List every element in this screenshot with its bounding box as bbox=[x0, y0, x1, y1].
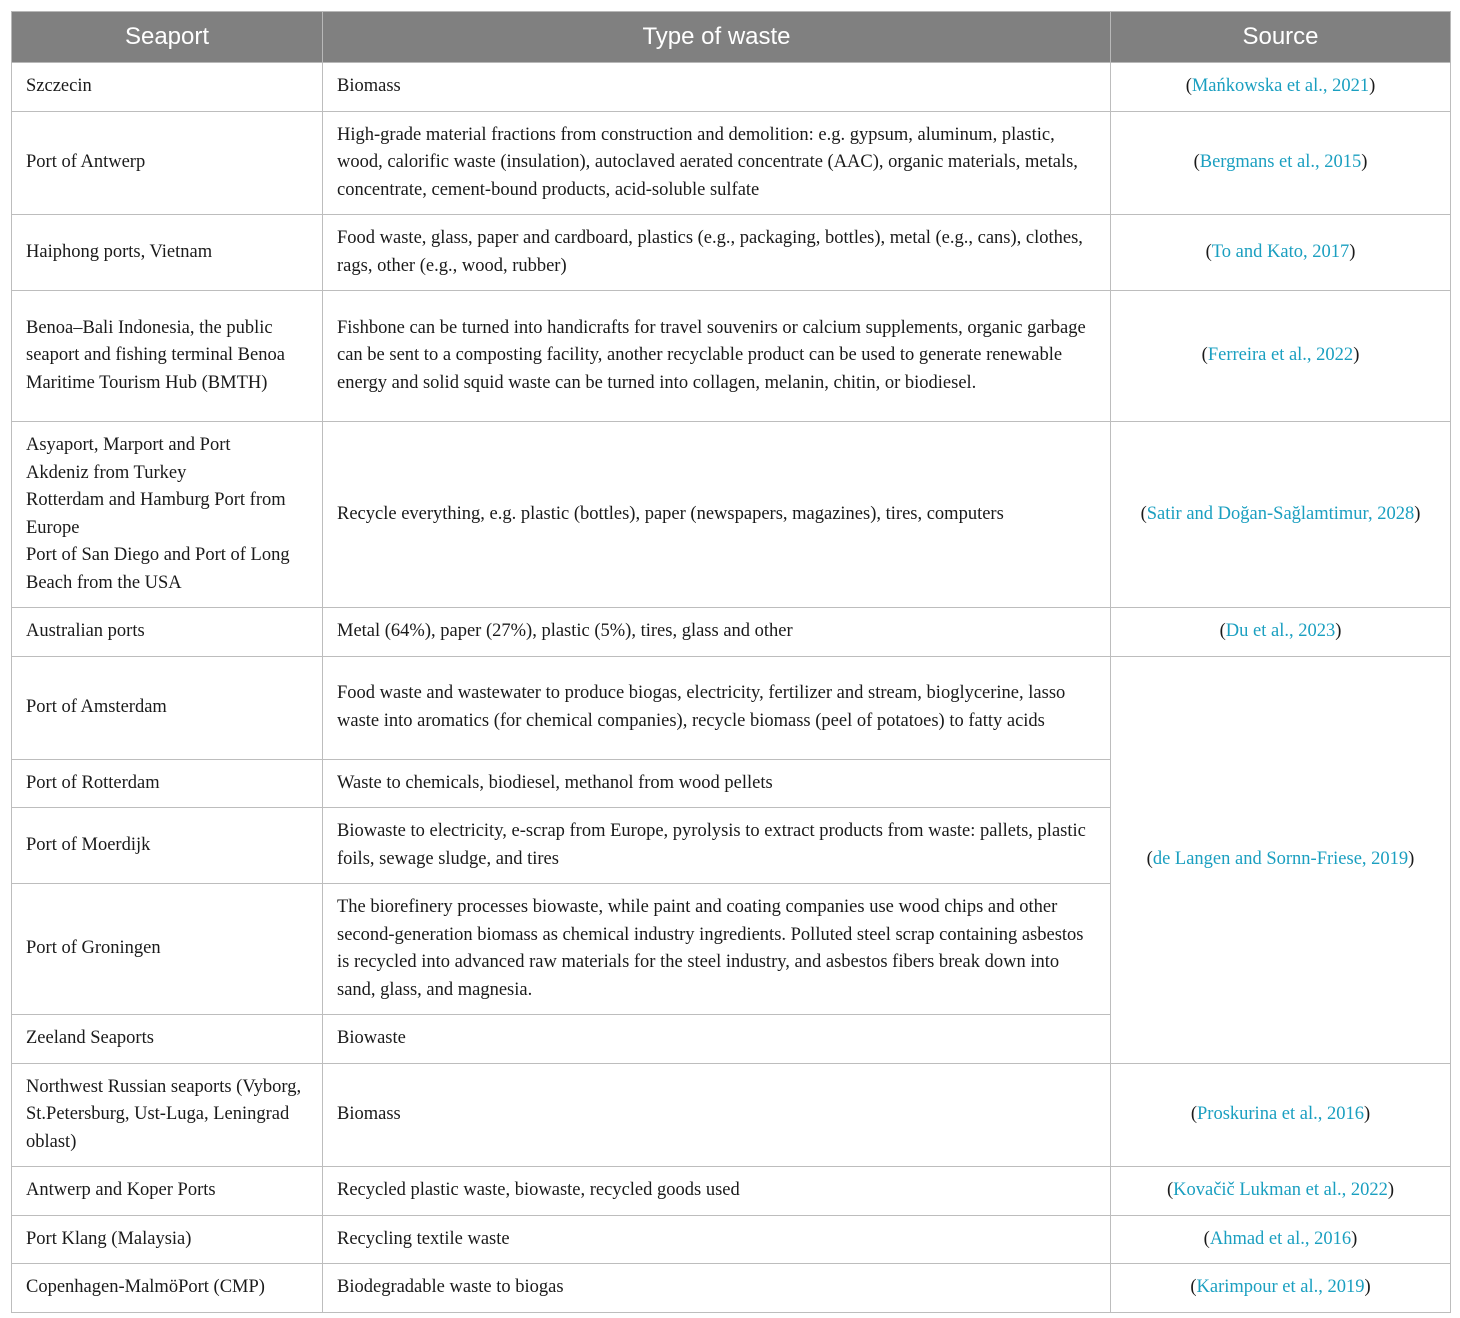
waste-type-cell: Biomass bbox=[323, 1063, 1111, 1167]
table-row bbox=[12, 291, 1451, 422]
waste-type-cell: Biowaste bbox=[323, 1015, 1111, 1064]
seaport-cell: Asyaport, Marport and Port Akdeniz from Turkey Rotterdam and Hamburg Port from Europe Port of San Diego and Port of Long Beach from the USA bbox=[12, 422, 323, 608]
seaport-cell: Zeeland Seaports bbox=[12, 1015, 323, 1064]
table-row bbox=[12, 422, 1451, 608]
table-row bbox=[12, 656, 1451, 759]
waste-type-cell: Biowaste to electricity, e-scrap from Europe, pyrolysis to extract products from waste: pallets, plastic foils, sewage sludge, and tires bbox=[323, 808, 1111, 884]
seaport-cell: Port of Rotterdam bbox=[12, 759, 323, 808]
seaport-cell: Port Klang (Malaysia) bbox=[12, 1215, 323, 1264]
waste-type-cell: Recycling textile waste bbox=[323, 1215, 1111, 1264]
seaport-cell: Port of Antwerp bbox=[12, 111, 323, 215]
source-link[interactable]: Satir and Doğan-Sağlamtimur, 2028 bbox=[1146, 503, 1415, 524]
header-row bbox=[12, 12, 1451, 63]
table-header bbox=[12, 12, 1451, 63]
source-cell: (Proskurina et al., 2016) bbox=[1111, 1063, 1451, 1167]
waste-type-cell: Biomass bbox=[323, 63, 1111, 112]
table-row bbox=[12, 1215, 1451, 1264]
source-link[interactable]: Kovačič Lukman et al., 2022 bbox=[1173, 1180, 1388, 1200]
source-cell: (Satir and Doğan-Sağlamtimur, 2028) bbox=[1111, 422, 1451, 608]
seaport-cell: Copenhagen-MalmöPort (CMP) bbox=[12, 1264, 323, 1313]
table-row bbox=[12, 111, 1451, 215]
source-link[interactable]: de Langen and Sornn-Friese, 2019 bbox=[1152, 848, 1409, 869]
waste-type-cell: Recycle everything, e.g. plastic (bottles), paper (newspapers, magazines), tires, computers bbox=[323, 422, 1111, 608]
source-link[interactable]: Karimpour et al., 2019 bbox=[1196, 1277, 1365, 1297]
waste-type-cell: The biorefinery processes biowaste, while paint and coating companies use wood chips and other second-generation biomass as chemical industry ingredients. Polluted steel scrap containing asbestos is recycled into advanced raw materials for the steel industry, and asbestos fibers break down into sand, glass, and magnesia. bbox=[323, 884, 1111, 1015]
header-type-of-waste: Type of waste bbox=[323, 12, 1111, 63]
source-cell: (Kovačič Lukman et al., 2022) bbox=[1111, 1167, 1451, 1216]
table-row bbox=[12, 608, 1451, 657]
source-cell: (Bergmans et al., 2015) bbox=[1111, 111, 1451, 215]
waste-type-cell: Metal (64%), paper (27%), plastic (5%), tires, glass and other bbox=[323, 608, 1111, 657]
source-cell: (Du et al., 2023) bbox=[1111, 608, 1451, 657]
source-link[interactable]: Ferreira et al., 2022 bbox=[1207, 345, 1354, 366]
source-cell: (Mańkowska et al., 2021) bbox=[1111, 63, 1451, 112]
waste-type-cell: Waste to chemicals, biodiesel, methanol from wood pellets bbox=[323, 759, 1111, 808]
waste-type-cell: Fishbone can be turned into handicrafts for travel souvenirs or calcium supplements, organic garbage can be sent to a composting facility, another recyclable product can be used to generate renewable energy and solid squid waste can be turned into collagen, melanin, chitin, or biodiesel. bbox=[323, 291, 1111, 422]
waste-type-cell: Biodegradable waste to biogas bbox=[323, 1264, 1111, 1313]
source-cell: (Karimpour et al., 2019) bbox=[1111, 1264, 1451, 1313]
source-cell: (Ferreira et al., 2022) bbox=[1111, 291, 1451, 422]
seaport-cell: Australian ports bbox=[12, 608, 323, 657]
seaport-cell: Benoa–Bali Indonesia, the public seaport and fishing terminal Benoa Maritime Tourism Hub (BMTH) bbox=[12, 291, 323, 422]
source-cell: (de Langen and Sornn-Friese, 2019) bbox=[1111, 656, 1451, 1063]
source-cell: (Ahmad et al., 2016) bbox=[1111, 1215, 1451, 1264]
seaport-cell: Haiphong ports, Vietnam bbox=[12, 215, 323, 291]
source-link[interactable]: Du et al., 2023 bbox=[1225, 621, 1336, 641]
source-link[interactable]: Bergmans et al., 2015 bbox=[1199, 152, 1362, 172]
source-link[interactable]: Mańkowska et al., 2021 bbox=[1191, 76, 1370, 96]
table-row bbox=[12, 1167, 1451, 1216]
source-link[interactable]: Ahmad et al., 2016 bbox=[1209, 1228, 1352, 1249]
waste-table bbox=[11, 11, 1451, 1313]
table-row bbox=[12, 63, 1451, 112]
table-body bbox=[12, 63, 1451, 1313]
header-seaport: Seaport bbox=[12, 12, 323, 63]
source-cell: (To and Kato, 2017) bbox=[1111, 215, 1451, 291]
seaport-cell: Northwest Russian seaports (Vyborg, St.Petersburg, Ust-Luga, Leningrad oblast) bbox=[12, 1063, 323, 1167]
table-row bbox=[12, 1063, 1451, 1167]
table-row bbox=[12, 1264, 1451, 1313]
source-link[interactable]: To and Kato, 2017 bbox=[1211, 241, 1350, 262]
table-row bbox=[12, 215, 1451, 291]
waste-type-cell: Food waste and wastewater to produce biogas, electricity, fertilizer and stream, bioglycerine, lasso waste into aromatics (for chemical companies), recycle biomass (peel of potatoes) to fatty acids bbox=[323, 656, 1111, 759]
waste-type-cell: Food waste, glass, paper and cardboard, plastics (e.g., packaging, bottles), metal (e.g., cans), clothes, rags, other (e.g., wood, rubber) bbox=[323, 215, 1111, 291]
waste-type-cell: High-grade material fractions from construction and demolition: e.g. gypsum, aluminum, plastic, wood, calorific waste (insulation), autoclaved aerated concentrate (AAC), organic materials, metals, concentrate, cement-bound products, acid-soluble sulfate bbox=[323, 111, 1111, 215]
waste-type-cell: Recycled plastic waste, biowaste, recycled goods used bbox=[323, 1167, 1111, 1216]
seaport-cell: Port of Groningen bbox=[12, 884, 323, 1015]
seaport-cell: Port of Moerdijk bbox=[12, 808, 323, 884]
seaport-cell: Antwerp and Koper Ports bbox=[12, 1167, 323, 1216]
seaport-cell: Port of Amsterdam bbox=[12, 656, 323, 759]
header-source: Source bbox=[1111, 12, 1451, 63]
source-link[interactable]: Proskurina et al., 2016 bbox=[1197, 1104, 1364, 1124]
seaport-cell: Szczecin bbox=[12, 63, 323, 112]
